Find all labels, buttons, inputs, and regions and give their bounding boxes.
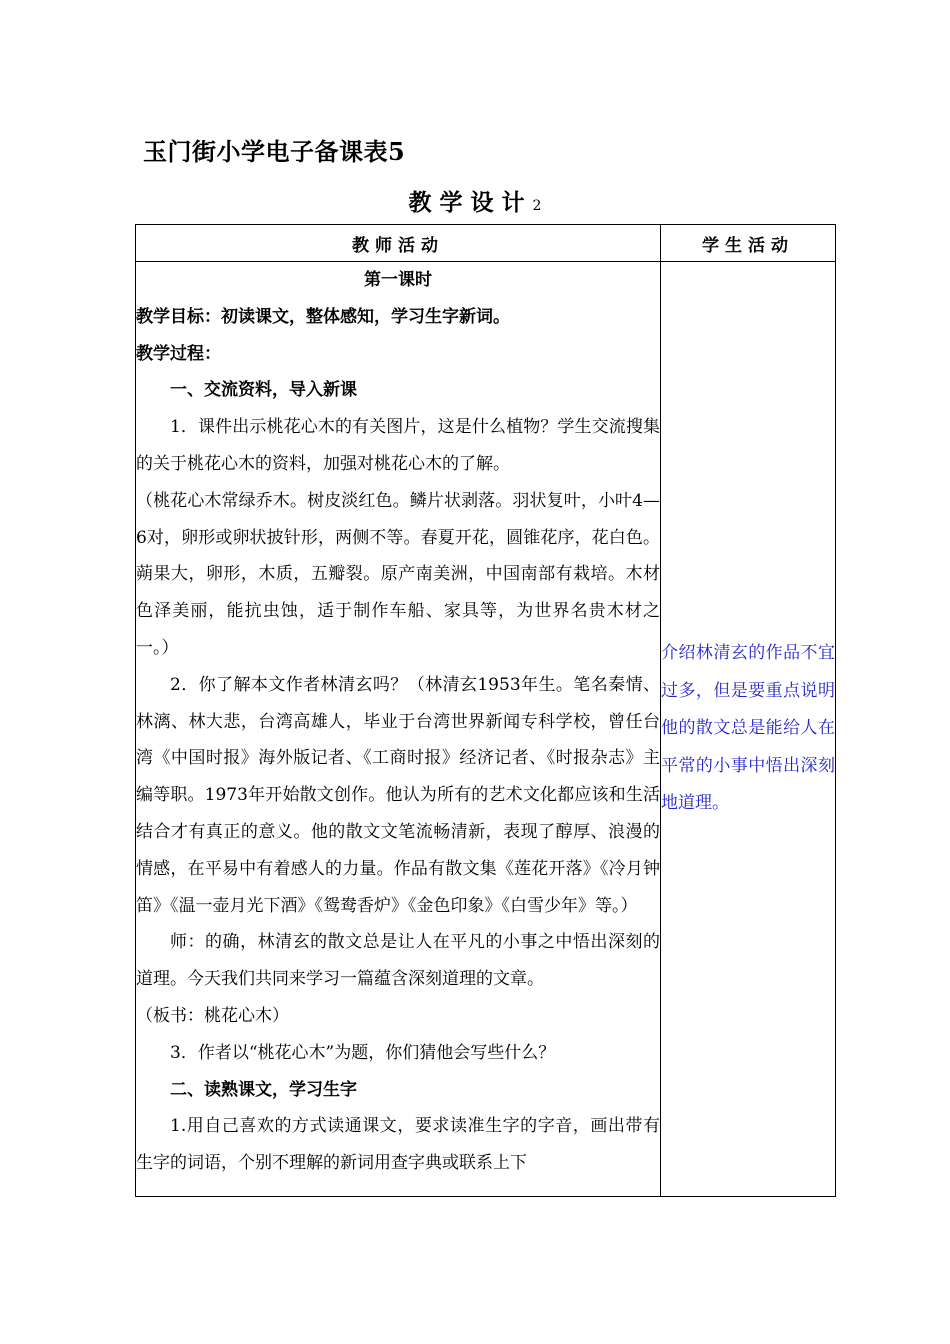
design-title-sub: 2	[532, 198, 542, 214]
design-title-text: 教学设计	[408, 189, 533, 216]
paragraph: 1．课件出示桃花心木的有关图片，这是什么植物？学生交流搜集的关于桃花心木的资料，加强对桃花心木的了解。	[136, 417, 660, 474]
design-title	[0, 184, 950, 217]
student-activity-header: 学生活动	[661, 225, 836, 262]
paragraph-note: （桃花心木常绿乔木。树皮淡红色。鳞片状剥落。羽状复叶，小叶4—6对，卵形或卵状披针形，两侧不等。春夏开花，圆锥花序，花白色。蒴果大，卵形，木质，五瓣裂。原产南美洲，中国南部有栽培。木材色泽美丽，能抗虫蚀，适于制作车船、家具等，为世界名贵木材之一。）	[136, 490, 660, 658]
paragraph: 2．你了解本文作者林清玄吗？（林清玄1953年生。笔名秦情、林漓、林大悲，台湾高雄人，毕业于台湾世界新闻专科学校，曾任台湾《中国时报》海外版记者、《工商时报》经济记者、《时报杂志》主编等职。1973年开始散文创作。他认为所有的艺术文化都应该和生活结合才有真正的意义。他的散文文笔流畅清新，表现了醇厚、浪漫的情感，在平易中有着感人的力量。作品有散文集《莲花开落》《冷月钟笛》《温一壶月光下酒》《鸳鸯香炉》《金色印象》《白雪少年》等。）	[136, 674, 660, 916]
table-header-row	[136, 225, 836, 262]
paragraph: 师：的确，林清玄的散文总是让人在平凡的小事之中悟出深刻的道理。今天我们共同来学习一篇蕴含深刻道理的文章。	[136, 932, 660, 990]
table-body-row	[136, 262, 836, 1197]
lesson-plan-table	[135, 224, 836, 1197]
student-activity-cell: 介绍林清玄的作品不宜过多，但是要重点说明他的散文总是能给人在平常的小事中悟出深刻地道理。	[661, 262, 836, 1197]
lesson-heading: 第一课时	[364, 270, 432, 290]
teacher-activity-cell	[136, 262, 661, 1197]
section-heading-2: 二、读熟课文，学习生字	[170, 1079, 357, 1100]
school-title: 玉门街小学电子备课表5	[143, 137, 406, 166]
section-heading-1: 一、交流资料，导入新课	[170, 380, 357, 401]
board-note: （板书：桃花心木）	[136, 1005, 289, 1026]
paragraph: 1.用自己喜欢的方式读通课文，要求读准生字的字音，画出带有生字的词语，个别不理解的新词用查字典或联系上下	[136, 1116, 660, 1174]
teacher-activity-header: 教师活动	[136, 225, 661, 262]
paragraph: 3．作者以“桃花心木”为题，你们猜他会写些什么？	[170, 1042, 556, 1063]
process-label: 教学过程：	[136, 343, 221, 364]
teaching-objective: 教学目标：初读课文，整体感知，学习生字新词。	[136, 306, 510, 327]
